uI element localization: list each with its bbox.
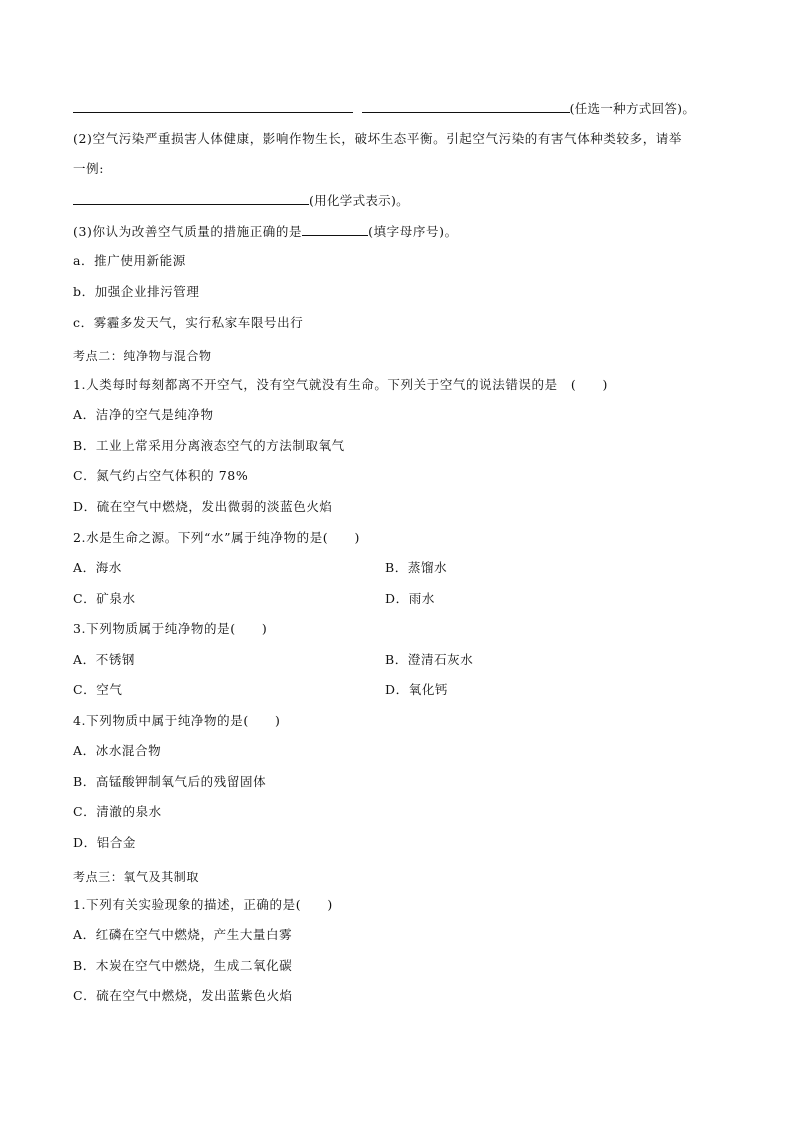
question-stem: 1.下列有关实验现象的描述，正确的是( ) [73, 897, 333, 912]
answer-blank[interactable] [73, 192, 309, 205]
choice-d: D．雨水 [385, 591, 435, 606]
option-b: b．加强企业排污管理 [73, 284, 200, 299]
answer-blank[interactable] [302, 223, 368, 236]
question-3-stem [73, 223, 458, 240]
instruction-text: (任选一种方式回答)。 [569, 101, 696, 116]
choice-a: A．红磷在空气中燃烧，产生大量白雾 [73, 927, 293, 942]
choice-a: A．海水 [73, 560, 122, 575]
choice-d: D．硫在空气中燃烧，发出微弱的淡蓝色火焰 [73, 499, 333, 514]
question-text: (3)你认为改善空气质量的措施正确的是 [73, 224, 303, 239]
question-stem: 4.下列物质中属于纯净物的是( ) [73, 713, 281, 728]
choice-b: B．工业上常采用分离液态空气的方法制取氧气 [73, 438, 345, 453]
choice-d: D．氧化钙 [385, 682, 449, 697]
choice-c: C．清澈的泉水 [73, 804, 162, 819]
choice-a: A．冰水混合物 [73, 743, 162, 758]
choice-c: C．硫在空气中燃烧，发出蓝紫色火焰 [73, 988, 293, 1003]
instruction-text: (用化学式表示)。 [309, 193, 409, 208]
section-title: 考点三：氧气及其制取 [73, 870, 200, 884]
choice-a: A．洁净的空气是纯净物 [73, 407, 214, 422]
question-stem: 3.下列物质属于纯净物的是( ) [73, 621, 268, 636]
question-2-stem-cont: 一例: [73, 161, 105, 176]
answer-line-2 [73, 192, 409, 209]
answer-blank[interactable] [73, 100, 353, 113]
section-title: 考点二：纯净物与混合物 [73, 349, 212, 363]
option-a: a．推广使用新能源 [73, 253, 186, 268]
answer-line-1 [73, 100, 695, 117]
choice-d: D．铝合金 [73, 835, 137, 850]
choice-c: C．氮气约占空气体积的 78% [73, 468, 249, 483]
question-stem: 1.人类每时每刻都离不开空气，没有空气就没有生命。下列关于空气的说法错误的是 ( ) [73, 377, 608, 392]
choice-b: B．蒸馏水 [385, 560, 448, 575]
instruction-text: (填字母序号)。 [368, 224, 458, 239]
question-2-stem: (2)空气污染严重损害人体健康，影响作物生长，破坏生态平衡。引起空气污染的有害气体种类较多，请举 [73, 131, 683, 146]
choice-b: B．澄清石灰水 [385, 652, 474, 667]
choice-a: A．不锈钢 [73, 652, 136, 667]
choice-c: C．空气 [73, 682, 123, 697]
question-stem: 2.水是生命之源。下列“水”属于纯净物的是( ) [73, 530, 360, 545]
option-c: c．雾霾多发天气，实行私家车限号出行 [73, 315, 304, 330]
choice-c: C．矿泉水 [73, 591, 136, 606]
choice-b: B．木炭在空气中燃烧，生成二氧化碳 [73, 958, 293, 973]
choice-b: B．高锰酸钾制氧气后的残留固体 [73, 774, 267, 789]
answer-blank[interactable] [362, 100, 570, 113]
